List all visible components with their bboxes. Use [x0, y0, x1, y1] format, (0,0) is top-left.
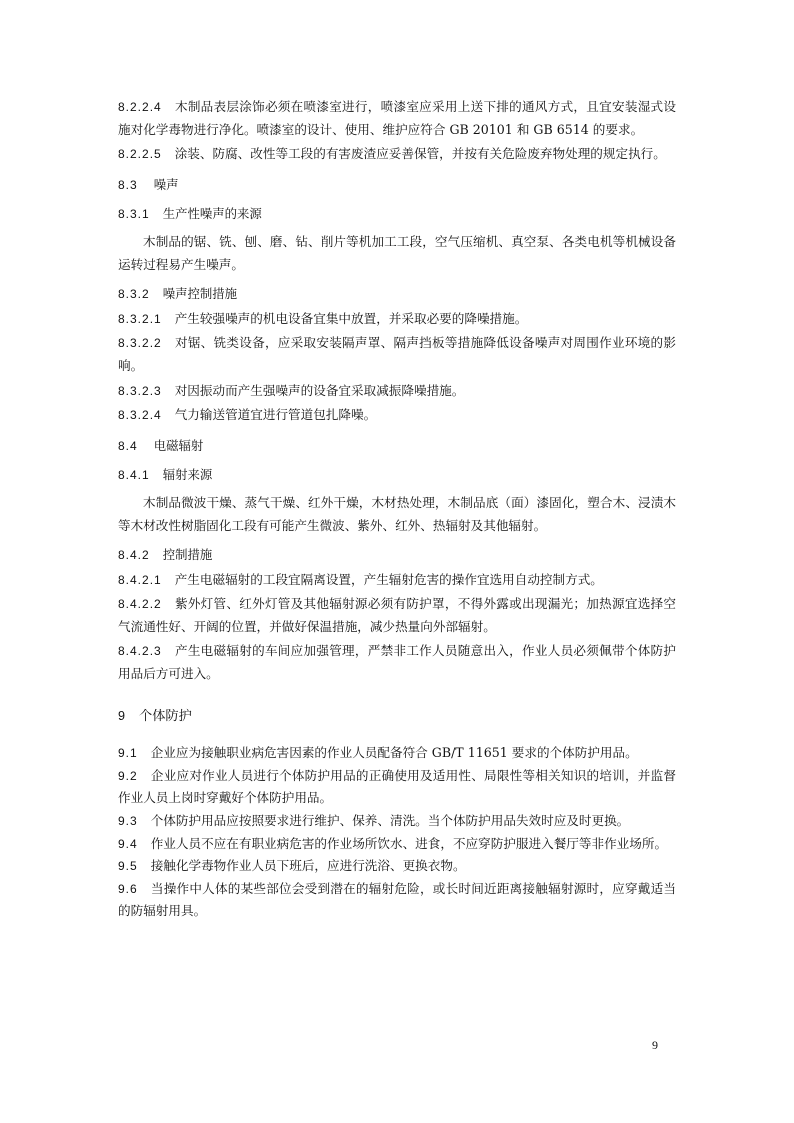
- clause-8-4-2-2: 8.4.2.2 紫外灯管、红外灯管及其他辐射源必须有防护罩，不得外露或出现漏光；加热源宜选择空气流通性好、开阔的位置，并做好保温措施，减少热量向外部辐射。: [118, 596, 676, 634]
- section-heading-8-3: 8.3 噪声: [118, 176, 179, 192]
- document-body: [118, 96, 676, 923]
- clause-8-4-2-1: 8.4.2.1 产生电磁辐射的工段宜隔离设置，产生辐射危害的操作宜选用自动控制方式。: [118, 571, 603, 587]
- clause-9-2: 9.2 企业应对作业人员进行个体防护用品的正确使用及适用性、局限性等相关知识的培训，并监督作业人员上岗时穿戴好个体防护用品。: [118, 767, 676, 806]
- clause-9-6: 9.6 当操作中人体的某些部位会受到潜在的辐射危险，或长时间近距离接触辐射源时，应穿戴适当的防辐射用具。: [118, 880, 676, 919]
- chapter-heading-9: 9 个体防护: [118, 708, 192, 724]
- clause-9-3: 9.3 个体防护用品应按照要求进行维护、保养、清洗。当个体防护用品失效时应及时更换。: [118, 813, 630, 829]
- page-number: 9: [652, 1038, 658, 1052]
- clause-8-3-2-3: 8.3.2.3 对因振动而产生强噪声的设备宜采取减振降噪措施。: [118, 382, 465, 398]
- clause-8-4-2-3: 8.4.2.3 产生电磁辐射的车间应加强管理，严禁非工作人员随意出入，作业人员必须佩带个体防护用品后方可进入。: [118, 643, 676, 682]
- subsection-heading-8-4-1: 8.4.1 辐射来源: [118, 467, 213, 483]
- subsection-heading-8-3-1: 8.3.1 生产性噪声的来源: [118, 206, 262, 222]
- clause-8-3-2-1: 8.3.2.1 产生较强噪声的机电设备宜集中放置，并采取必要的降噪措施。: [118, 310, 528, 326]
- paragraph-noise-source: 木制品的锯、铣、刨、磨、钻、削片等机加工工段，空气压缩机、真空泵、各类电机等机械设备运转过程易产生噪声。: [118, 233, 676, 272]
- paragraph-radiation-source: 木制品微波干燥、蒸气干燥、红外干燥，木材热处理，木制品底（面）漆固化，塑合木、浸渍木等木材改性树脂固化工段有可能产生微波、紫外、红外、热辐射及其他辐射。: [118, 494, 676, 533]
- subsection-heading-8-3-2: 8.3.2 噪声控制措施: [118, 286, 238, 302]
- clause-8-2-2-4: 8.2.2.4 木制品表层涂饰必须在喷漆室进行，喷漆室应采用上送下排的通风方式，且宜安装湿式设施对化学毒物进行净化。喷漆室的设计、使用、维护应符合 GB 20101 和 GB 6514 的要求。: [118, 99, 676, 137]
- clause-8-3-2-4: 8.3.2.4 气力输送管道宜进行管道包扎降噪。: [118, 407, 377, 423]
- clause-9-5: 9.5 接触化学毒物作业人员下班后，应进行洗浴、更换衣物。: [118, 858, 466, 874]
- clause-8-3-2-2: 8.3.2.2 对锯、铣类设备，应采取安装隔声罩、隔声挡板等措施降低设备噪声对周围作业环境的影响。: [118, 335, 676, 373]
- section-heading-8-4: 8.4 电磁辐射: [118, 437, 204, 453]
- clause-9-4: 9.4 作业人员不应在有职业病危害的作业场所饮水、进食，不应穿防护服进入餐厅等非作业场所。: [118, 835, 668, 851]
- clause-8-2-2-5: 8.2.2.5 涂装、防腐、改性等工段的有害废渣应妥善保管，并按有关危险废弃物处理的规定执行。: [118, 146, 666, 162]
- subsection-heading-8-4-2: 8.4.2 控制措施: [118, 547, 213, 563]
- clause-9-1: 9.1 企业应为接触职业病危害因素的作业人员配备符合 GB/T 11651 要求的个体防护用品。: [118, 745, 638, 761]
